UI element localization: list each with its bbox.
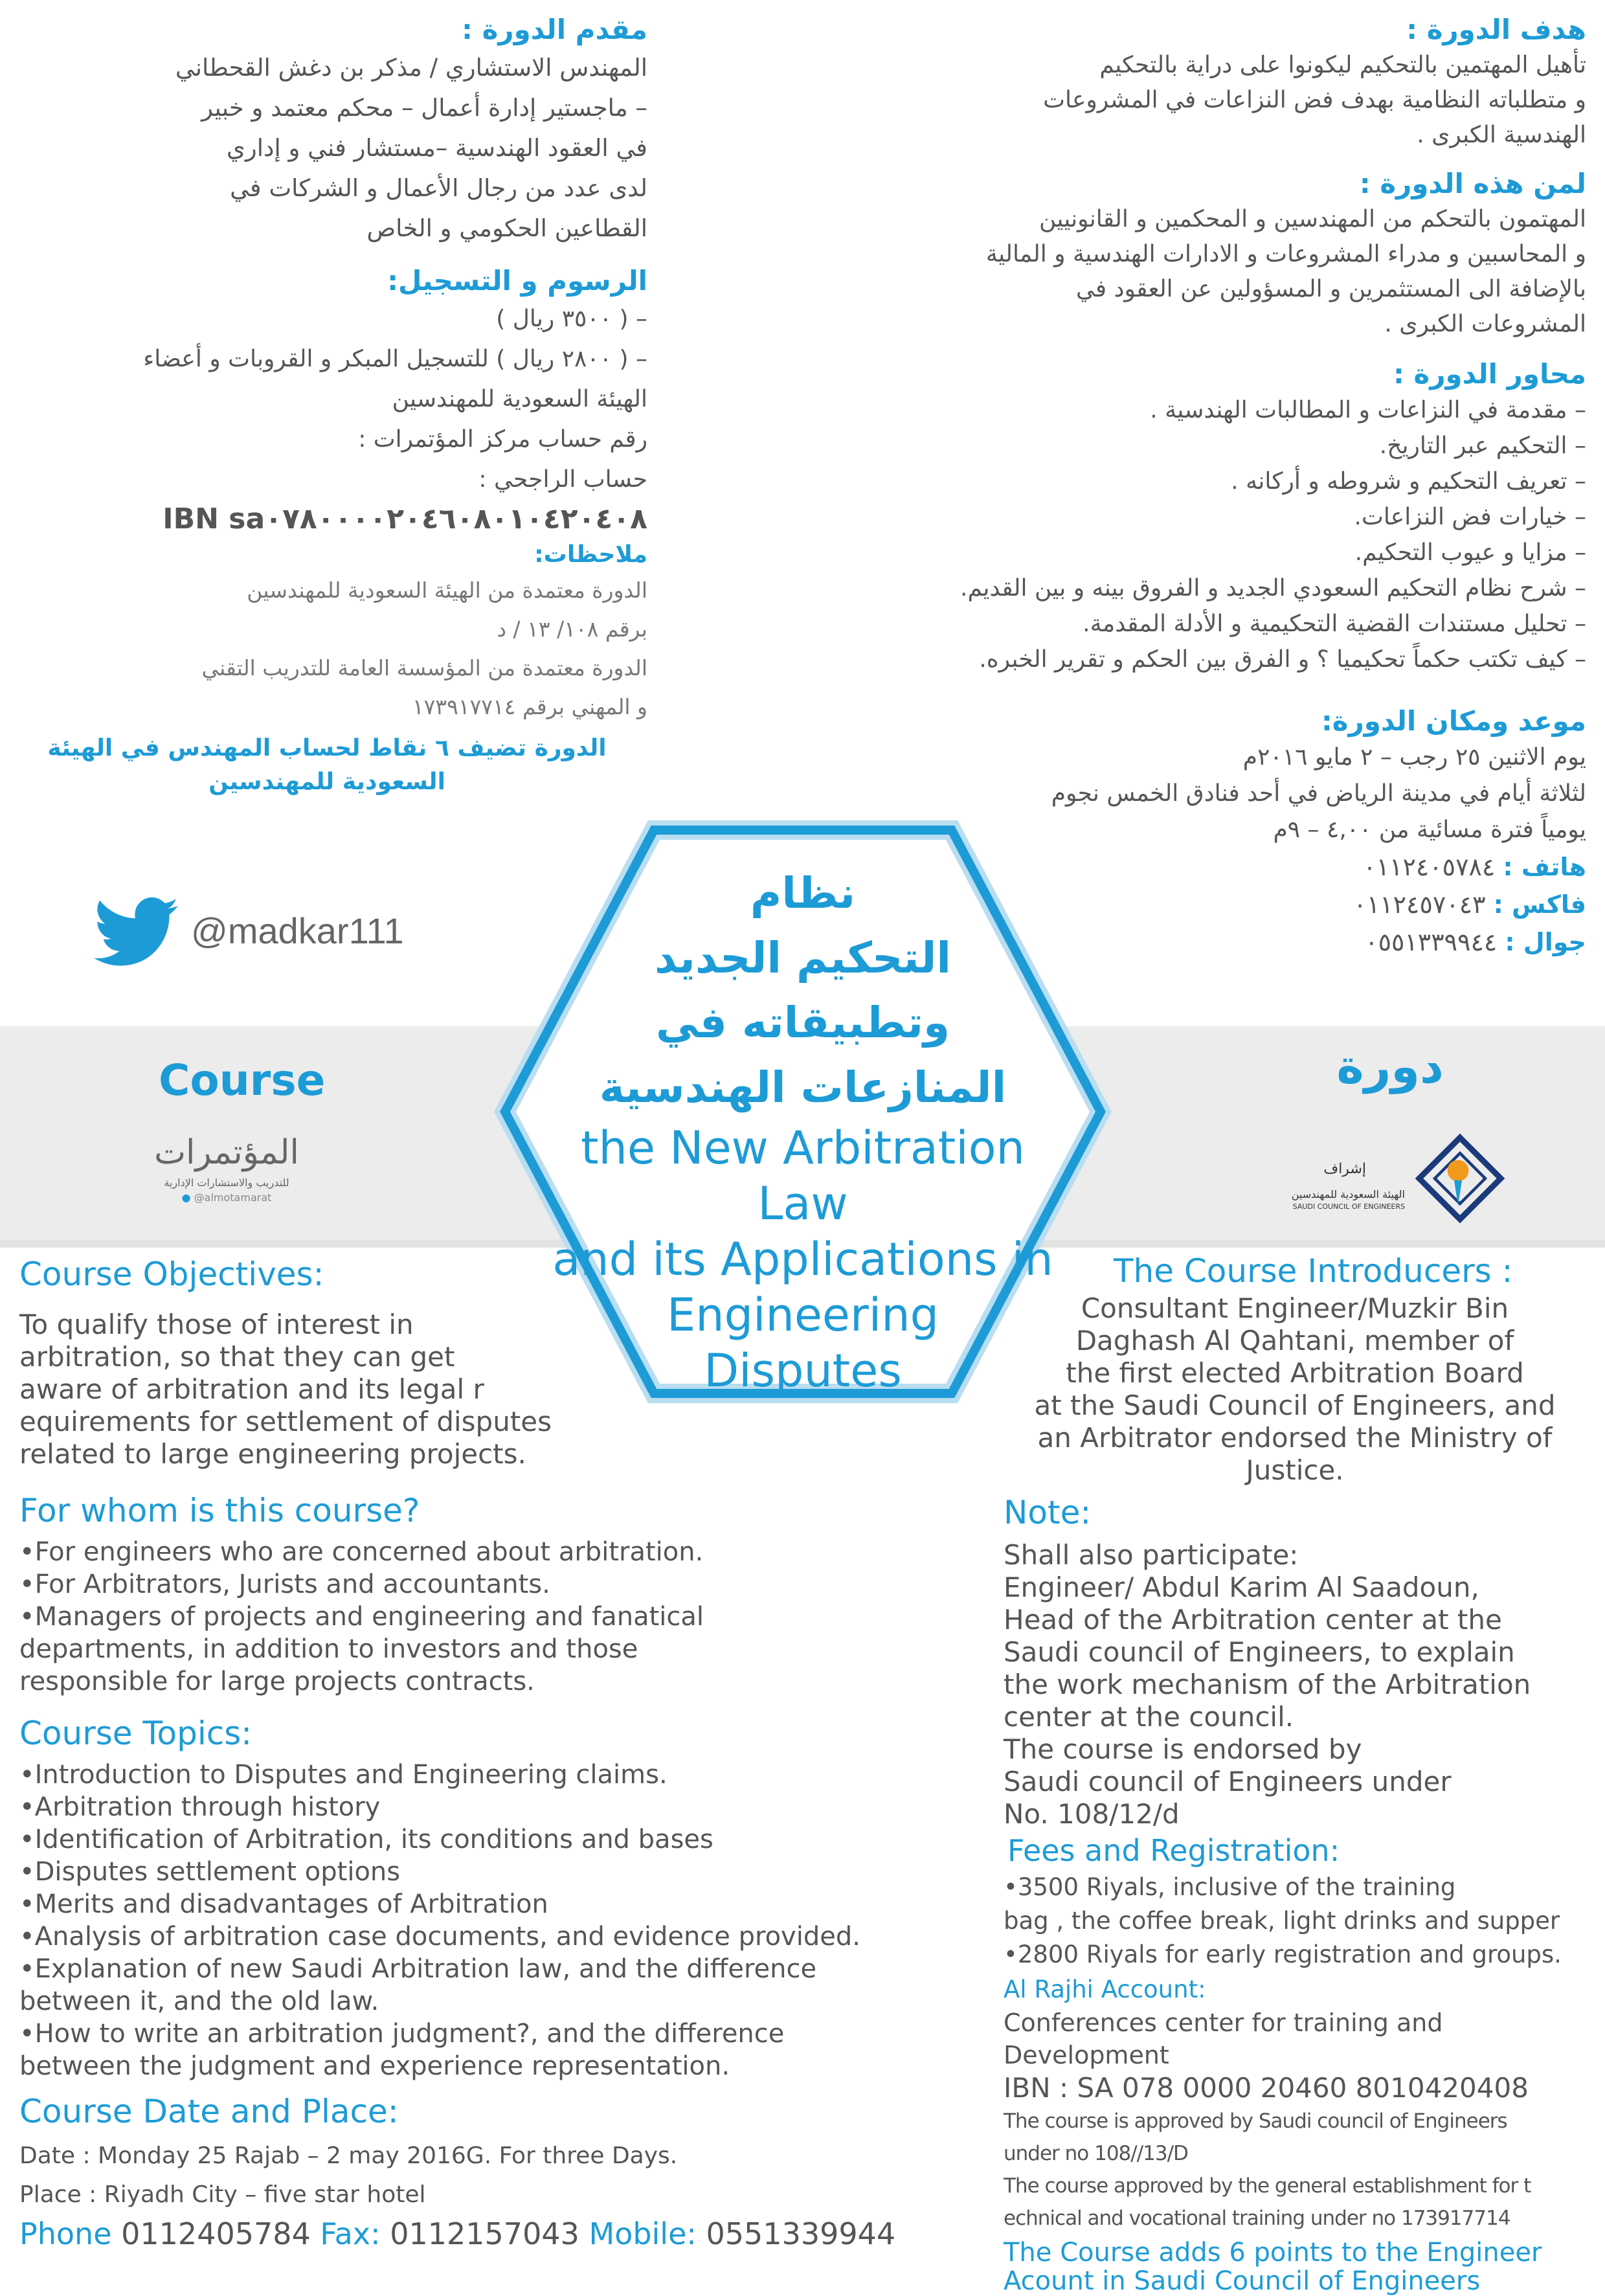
en-left-top: [19, 1253, 583, 1470]
list-item: – التحكيم عبر التاريخ.: [1379, 433, 1586, 459]
list-item: •Managers of projects and engineering and fanatical departments, in addition to investors and those responsible for large projects contracts.: [19, 1602, 704, 1696]
en-right-bottom: [1004, 1491, 1599, 2295]
almotamarat-handle: @almotamarat: [194, 1191, 272, 1204]
title-en-line-2: and its Applications in: [552, 1233, 1053, 1286]
list-item: •How to write an arbitration judgment?, and the difference between the judgment and experience representation.: [19, 2019, 785, 2081]
title-block: [531, 861, 1075, 1399]
en-mobile-label: Mobile:: [589, 2216, 697, 2251]
title-ar-line-1: نظام: [750, 868, 856, 918]
list-item: – مقدمة في النزاعات و المطالبات الهندسية .: [1150, 397, 1586, 423]
en-account-heading: Al Rajhi Account:: [1004, 1975, 1206, 2003]
ar-date-text: يوم الاثنين ٢٥ رجب – ٢ مايو ٢٠١٦م لثلاثة أيام في مدينة الرياض في أحد فنادق الخمس نجوم يومياً فترة مسائية من ٤,٠٠ – ٩م: [1051, 744, 1586, 843]
ar-audience-text: المهتمون بالتحكم من المهندسين و المحكمين و القانونيين و المحاسبين و مدراء المشروعات و الادارات الهندسية و المالية بالإضافة الى المستثمرين و المسؤولين عن العقود في المشروعات الكبرى .: [985, 206, 1586, 337]
twitter-bird-icon: [94, 897, 178, 968]
list-item: •Disputes settlement options: [19, 1857, 401, 1887]
ar-topics-heading: محاور الدورة :: [1393, 358, 1586, 390]
ar-objective-text: تأهيل المهتمين بالتحكيم ليكونوا على دراية بالتحكيم و متطلباته النظامية بهدف فض النزاعات في المشروعات الهندسية الكبرى .: [1043, 52, 1586, 148]
en-date-text: Date : Monday 25 Rajab – 2 may 2016G. For three Days.: [19, 2143, 678, 2169]
title-en-line-1: the New Arbitration Law: [581, 1121, 1025, 1230]
sce-supervision-label: إشراف: [1323, 1161, 1366, 1177]
list-item: – تعريف التحكيم و شروطه و أركانه .: [1231, 468, 1586, 495]
en-whom-heading: For whom is this course?: [19, 1492, 420, 1529]
title-en-line-3: Engineering: [667, 1289, 939, 1342]
list-item: •Arbitration through history: [19, 1792, 381, 1822]
en-date-heading: Course Date and Place:: [19, 2093, 399, 2130]
list-item: •Identification of Arbitration, its conditions and bases: [19, 1825, 713, 1854]
en-topics-list: [19, 1759, 919, 2082]
en-contact-line: [19, 2214, 919, 2253]
en-fees-heading: Fees and Registration:: [1007, 1833, 1340, 1868]
almotamarat-logo-handle: [142, 1191, 311, 1205]
title-ar-line-2: التحكيم الجديد: [655, 933, 951, 983]
en-account-text: Conferences center for training and Development: [1004, 2009, 1443, 2069]
sce-emblem-icon: [1411, 1130, 1509, 1227]
twitter-small-icon: ●: [181, 1191, 191, 1204]
list-item: – شرح نظام التحكيم السعودي الجديد و الفروق بينه و بين القديم.: [960, 575, 1586, 602]
list-item: •Merits and disadvantages of Arbitration: [19, 1889, 548, 1919]
ar-topics-list: [783, 392, 1586, 677]
en-place-text: Place : Riyadh City – five star hotel: [19, 2181, 426, 2208]
sce-name-en: SAUDI COUNCIL OF ENGINEERS: [1292, 1202, 1405, 1211]
en-mobile-value: 0551339944: [706, 2216, 896, 2251]
en-note-text: Shall also participate: Engineer/ Abdul Karim Al Saadoun, Head of the Arbitration center at the Saudi council of Engineers, to explain the work mechanism of the Arbitration center at the council. The course is endorsed by Saudi council of Engineers under No. 108/12/d: [1004, 1539, 1531, 1830]
title-ar-line-4: المنازعات الهندسية: [599, 1063, 1007, 1112]
ar-date-heading: موعد ومكان الدورة:: [1321, 705, 1586, 737]
list-item: •Explanation of new Saudi Arbitration law, and the difference between it, and the old law.: [19, 1954, 817, 2016]
en-phone-label: Phone: [19, 2216, 112, 2251]
list-item: •For Arbitrators, Jurists and accountants.: [19, 1570, 550, 1599]
ar-fees-heading: الرسوم و التسجيل:: [387, 265, 647, 297]
ar-mobile-label: جوال :: [1505, 928, 1586, 956]
en-fee-1: •3500 Riyals, inclusive of the training bag , the coffee break, light drinks and supper: [1004, 1873, 1560, 1935]
en-introducers-heading: The Course Introducers :: [1114, 1252, 1513, 1290]
ar-presenter-text: المهندس الاستشاري / مذكر بن دغش القحطاني – ماجستير إدارة أعمال – محكم معتمد و خبير في العقود الهندسية –مستشار فني و إداري لدى عدد من رجال الأعمال و الشركات في القطاعين الحكومي و الخاص: [175, 54, 647, 242]
list-item: – خيارات فض النزاعات.: [1354, 504, 1586, 530]
en-introducers-text: Consultant Engineer/Muzkir Bin Daghash Al Qahtani, member of the first elected Arbitration Board at the Saudi Council of Engineers, and an Arbitrator endorsed the Ministry of Justice.: [1034, 1292, 1556, 1486]
list-item: •Analysis of arbitration case documents, and evidence provided.: [19, 1922, 860, 1952]
ar-fax-label: فاكس :: [1493, 890, 1586, 919]
list-item: – كيف تكتب حكماً تحكيميا ؟ و الفرق بين الحكم و تقرير الخبره.: [979, 646, 1586, 673]
ar-objective-heading: هدف الدورة :: [1406, 14, 1586, 45]
almotamarat-logo: [142, 1130, 311, 1205]
ar-phone-value: ٠١١٢٤٠٥٧٨٤: [1363, 853, 1496, 881]
en-note-heading: Note:: [1004, 1494, 1092, 1531]
list-item: – مزايا و عيوب التحكيم.: [1354, 539, 1586, 566]
en-topics-heading: Course Topics:: [19, 1715, 253, 1752]
title-en-line-4: Disputes: [704, 1344, 902, 1397]
en-iban: IBN : SA 078 0000 20460 8010420408: [1004, 2072, 1529, 2104]
ar-audience-heading: لمن هذه الدورة :: [1359, 168, 1586, 199]
ar-fees-text: – ( ٣٥٠٠ ريال ) – ( ٢٨٠٠ ريال ) للتسجيل المبكر و القروبات و أعضاء الهيئة السعودية للمهندسين رقم حساب مركز المؤتمرات : حساب الراجحي :: [143, 306, 647, 493]
en-course-word: Course: [159, 1055, 326, 1105]
list-item: – تحليل مستندات القضية التحكيمية و الأدلة المقدمة.: [1083, 611, 1586, 637]
en-whom-list: [19, 1536, 919, 1698]
en-objectives-text: To qualify those of interest in arbitration, so that they can get aware of arbitration and its legal r equirements for settlement of disputes related to large engineering projects.: [19, 1309, 552, 1470]
ar-presenter-heading: مقدم الدورة :: [462, 14, 647, 45]
en-fee-2: •2800 Riyals for early registration and groups.: [1004, 1941, 1562, 1968]
list-item: •For engineers who are concerned about arbitration.: [19, 1537, 704, 1567]
ar-notes-heading: ملاحظات:: [534, 541, 647, 568]
ar-fax-value: ٠١١٢٤٥٧٠٤٣: [1353, 890, 1486, 919]
ar-notes-text: الدورة معتمدة من الهيئة السعودية للمهندسين برقم ١٠٨/ ١٣ / د الدورة معتمدة من المؤسسة العامة للتدريب التقني و المهني برقم ١٧٣٩١٧٧١٤: [201, 578, 647, 719]
en-objectives-heading: Course Objectives:: [19, 1255, 324, 1293]
twitter-block: [94, 897, 456, 968]
twitter-handle: @madkar111: [191, 910, 404, 951]
en-points-text: The Course adds 6 points to the Engineer Acount in Saudi Council of Engineers: [1004, 2238, 1542, 2296]
ar-course-word: دورة: [1336, 1039, 1444, 1094]
ar-points-text: الدورة تضيف ٦ نقاط لحساب المهندس في الهيئة السعودية للمهندسين: [47, 735, 607, 795]
en-introducers: [1004, 1250, 1586, 1487]
en-fax-value: 0112157043: [390, 2216, 579, 2251]
ar-phone-label: هاتف :: [1503, 853, 1586, 881]
sce-name-ar: الهيئة السعودية للمهندسين: [1291, 1188, 1405, 1200]
en-approved-1: The course is approved by Saudi council of Engineers under no 108//13/D: [1004, 2110, 1507, 2165]
list-item: •Introduction to Disputes and Engineering claims.: [19, 1760, 668, 1790]
ar-left-column: [19, 12, 647, 799]
en-phone-value: 0112405784: [121, 2216, 311, 2251]
en-left-bottom: [19, 1489, 919, 2253]
title-ar-line-3: وتطبيقاته في: [655, 998, 950, 1048]
almotamarat-logo-name: المؤتمرات: [154, 1133, 299, 1172]
ar-mobile-value: ٠٥٥١٣٣٩٩٤٤: [1365, 928, 1498, 956]
ar-iban: IBN sa٠٧٨٠٠٠٠٢٠٤٦٠٨٠١٠٤٢٠٤٠٨: [163, 502, 647, 535]
en-fax-label: Fax:: [320, 2216, 381, 2251]
almotamarat-logo-sub: للتدريب والاستشارات الإدارية: [164, 1176, 289, 1189]
en-approved-2: The course approved by the general establishment for t echnical and vocational training under no 173917714: [1004, 2174, 1531, 2230]
sce-logo: [1256, 1130, 1515, 1227]
